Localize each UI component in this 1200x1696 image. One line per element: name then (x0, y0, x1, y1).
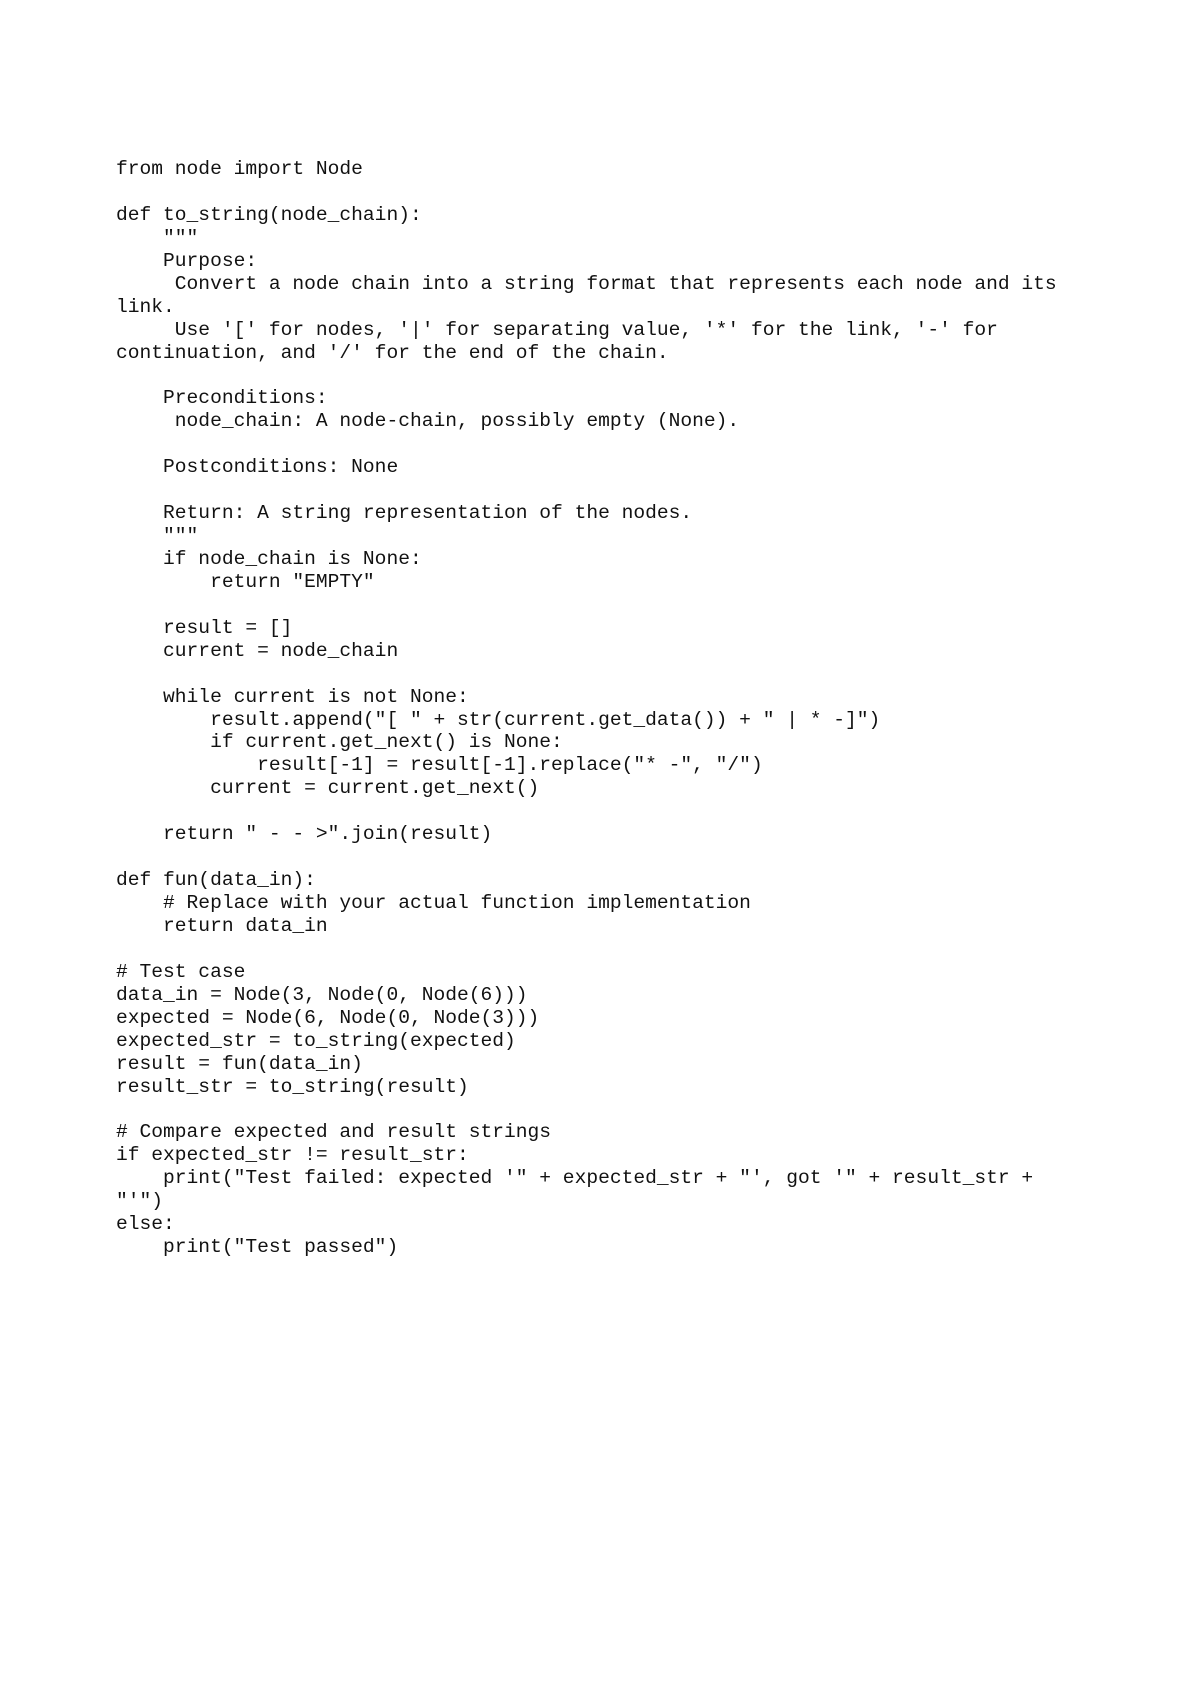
code-line: print("Test passed") (116, 1236, 399, 1259)
code-line: """ (116, 226, 199, 249)
code-line: # Replace with your actual function implementation (116, 892, 751, 914)
code-line (116, 594, 1116, 617)
code-line: result[-1] = result[-1].replace("* -", "/") (116, 754, 763, 777)
code-line: return " - - >".join(result) (116, 823, 493, 846)
code-line: result = fun(data_in) (116, 1052, 363, 1075)
code-line: return data_in (116, 914, 328, 937)
code-line: return "EMPTY" (116, 570, 375, 593)
code-line: link. (116, 295, 175, 318)
code-line: if node_chain is None: (116, 547, 422, 570)
code-line (116, 1098, 1116, 1121)
code-line (116, 846, 1116, 869)
code-line: while current is not None: (116, 685, 469, 708)
code-line: result_str = to_string(result) (116, 1075, 469, 1098)
code-line: def fun(data_in): (116, 869, 316, 892)
code-line: Preconditions: (116, 387, 328, 410)
code-line (116, 800, 1116, 823)
code-line: print("Test failed: expected '" + expected_str + "', got '" + result_str + (116, 1167, 1034, 1190)
code-line: if expected_str != result_str: (116, 1144, 469, 1167)
code-line: # Test case (116, 960, 246, 983)
code-line: expected = Node(6, Node(0, Node(3))) (116, 1006, 540, 1029)
code-line: result = [] (116, 616, 293, 639)
code-line: else: (116, 1213, 175, 1236)
code-line (116, 433, 1116, 456)
code-line: Postconditions: None (116, 456, 399, 479)
code-line (116, 938, 1116, 961)
code-line: Purpose: (116, 249, 258, 272)
code-line (116, 479, 1116, 502)
code-line: # Compare expected and result strings (116, 1121, 552, 1144)
code-listing (116, 158, 1116, 1259)
code-line: """ (116, 525, 199, 547)
code-line: data_in = Node(3, Node(0, Node(6))) (116, 983, 528, 1006)
code-line: "'") (116, 1190, 164, 1213)
code-line: current = current.get_next() (116, 777, 540, 800)
code-line: node_chain: A node-chain, possibly empty (None). (116, 410, 740, 433)
code-line (116, 663, 1116, 686)
code-line: continuation, and '/' for the end of the chain. (116, 341, 669, 364)
code-line: result.append("[ " + str(current.get_data()) + " | * -]") (116, 708, 881, 731)
code-line (116, 364, 1116, 387)
code-line: Use '[' for nodes, '|' for separating value, '*' for the link, '-' for (116, 318, 998, 341)
code-line (116, 181, 1116, 204)
code-line: def to_string(node_chain): (116, 203, 422, 226)
code-line: Convert a node chain into a string format that represents each node and its (116, 272, 1057, 295)
code-line: expected_str = to_string(expected) (116, 1029, 516, 1052)
code-line: Return: A string representation of the nodes. (116, 502, 693, 525)
code-line: current = node_chain (116, 639, 399, 662)
code-line: if current.get_next() is None: (116, 731, 563, 754)
code-line: from node import Node (116, 158, 363, 180)
